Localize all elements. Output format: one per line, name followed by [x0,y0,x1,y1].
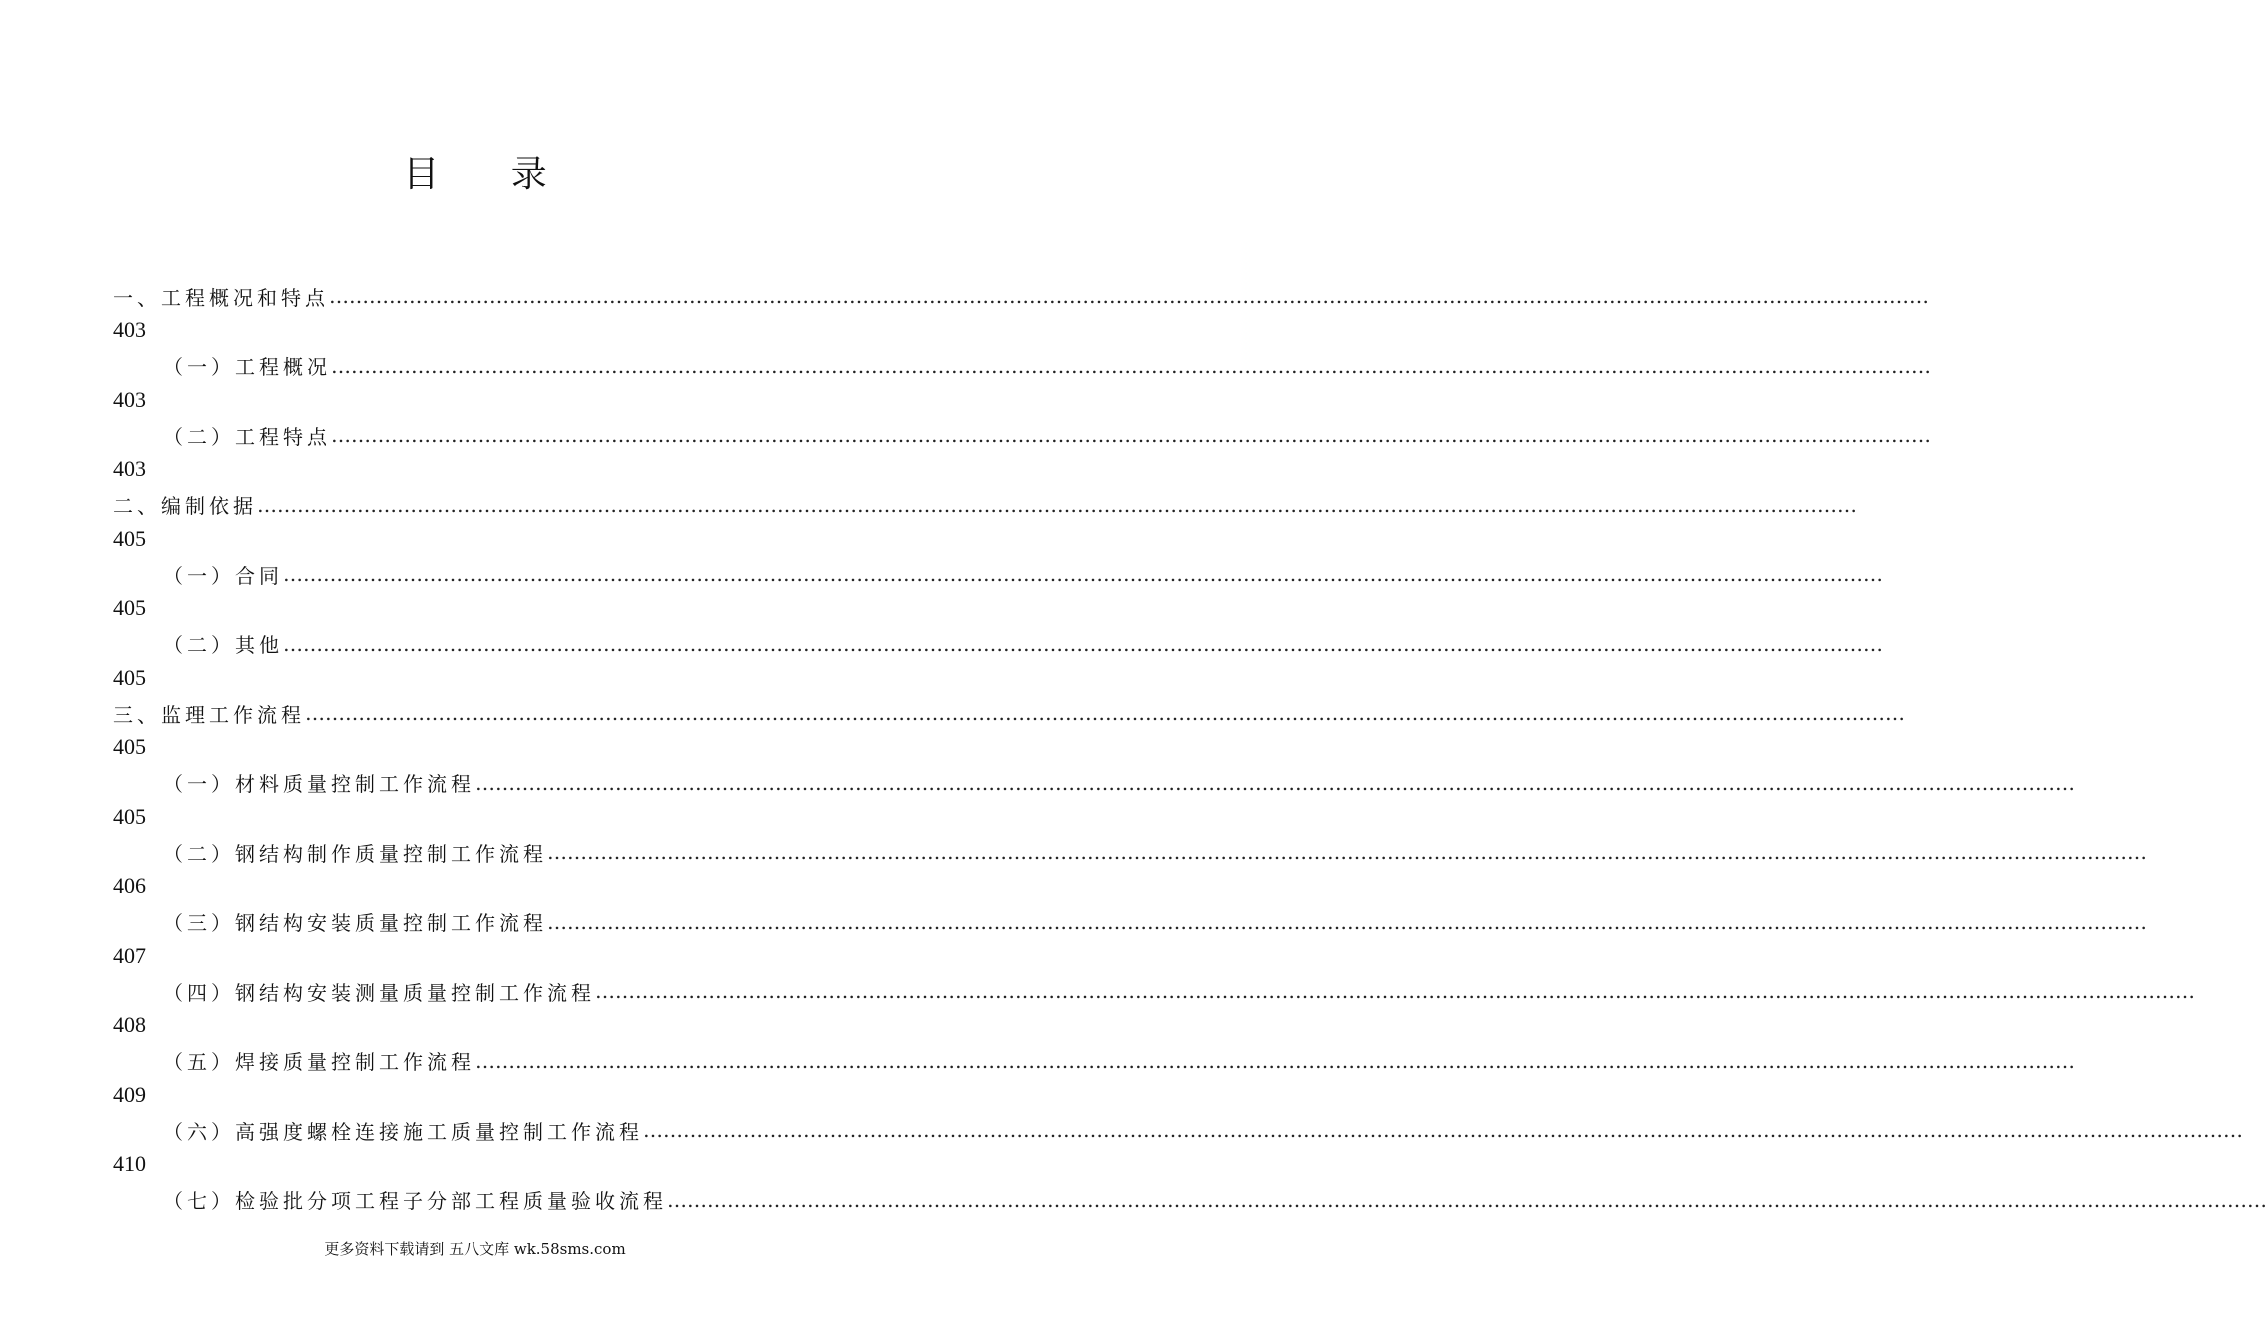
dot-leader: …………………………………………………………………………………………………………………………………………………………………………………………………………………… [331,353,1931,378]
toc-entry-title: （二）工程特点 [163,424,331,449]
toc-entry-title: （五）焊接质量控制工作流程 [163,1050,475,1074]
dot-leader: …………………………………………………………………………………………………………………………………………………………………………………………………………………… [547,909,2147,934]
toc-entry-line [163,834,2147,870]
toc-entry-title: （一）工程概况 [163,355,331,379]
toc-entry[interactable] [113,973,2195,1043]
toc-entry-line [113,278,1929,314]
toc-page-number: 405 [113,595,146,620]
toc-entry[interactable] [113,695,1905,765]
toc-page-number: 405 [113,734,146,759]
toc-entry[interactable] [113,765,2075,835]
toc-page-number: 403 [113,386,146,412]
toc-page-number: 405 [113,803,146,829]
toc-entry[interactable] [113,1043,2075,1113]
toc-entry[interactable] [113,417,1931,487]
dot-leader: …………………………………………………………………………………………………………………………………………………………………………………………………………………… [257,492,1857,517]
dot-leader: …………………………………………………………………………………………………………………………………………………………………………………………………………………… [547,840,2147,864]
toc-entry[interactable] [113,904,2147,974]
toc-entry[interactable] [113,556,1883,626]
toc-entry[interactable] [113,626,1883,696]
dot-leader: …………………………………………………………………………………………………………………………………………………………………………………………………………………… [595,979,2195,1003]
toc-entry[interactable] [113,278,1929,348]
toc-page-number: 409 [113,1081,146,1107]
toc-entry-title: （四）钢结构安装测量质量控制工作流程 [163,980,595,1005]
toc-entry-line [113,487,1857,523]
dot-leader: …………………………………………………………………………………………………………………………………………………………………………………………………………………… [475,770,2075,795]
toc-entry-line [163,556,1883,592]
toc-entry-title: （六）高强度螺栓连接施工质量控制工作流程 [163,1119,643,1144]
toc-entry-line [163,904,2147,940]
toc-page-number: 406 [113,873,146,898]
toc-entry-line [163,348,1931,384]
toc-entry-line [163,417,1931,453]
toc-entry-title: （七）检验批分项工程子分部工程质量验收流程 [163,1189,667,1213]
dot-leader: …………………………………………………………………………………………………………………………………………………………………………………………………………………… [329,284,1929,308]
toc-page-number: 405 [113,664,146,690]
toc-entry-line [113,695,1905,731]
toc-entry[interactable] [113,834,2147,904]
toc-entry-line [163,1043,2075,1079]
dot-leader: …………………………………………………………………………………………………………………………………………………………………………………………………………………… [283,631,1883,656]
dot-leader: …………………………………………………………………………………………………………………………………………………………………………………………………………………… [643,1118,2243,1142]
toc-entry-title: 三、监理工作流程 [113,702,305,727]
toc-entry-line [163,765,2075,801]
toc-entry[interactable] [113,1112,2243,1182]
toc-entry-title: （一）合同 [163,563,283,588]
toc-page-number: 403 [113,317,146,342]
dot-leader: …………………………………………………………………………………………………………………………………………………………………………………………………………………… [331,423,1931,447]
toc-entry-title: （三）钢结构安装质量控制工作流程 [163,911,547,935]
toc-entry-line [163,626,1883,662]
toc-page-number: 410 [113,1151,146,1176]
toc-entry[interactable] [113,348,1931,418]
table-of-contents [113,278,2267,1251]
toc-entry[interactable] [113,487,1857,557]
toc-entry-title: （二）其他 [163,633,283,657]
toc-entry-line [163,1182,2267,1218]
toc-entry-title: （二）钢结构制作质量控制工作流程 [163,841,547,866]
toc-entry-title: 二、编制依据 [113,494,257,518]
toc-page-number: 405 [113,525,146,551]
toc-page-number: 403 [113,456,146,481]
dot-leader: …………………………………………………………………………………………………………………………………………………………………………………………………………………… [475,1048,2075,1073]
toc-entry-title: （一）材料质量控制工作流程 [163,772,475,796]
toc-entry-title: 一、工程概况和特点 [113,285,329,310]
toc-entry-line [163,973,2195,1009]
toc-page-number: 407 [113,942,146,968]
toc-entry-line [163,1112,2243,1148]
page-footer: 更多资料下载请到 五八文库 wk.58sms.com [324,1240,626,1258]
page-title: 目 录 [403,154,577,195]
toc-page-number: 408 [113,1012,146,1037]
dot-leader: …………………………………………………………………………………………………………………………………………………………………………………………………………………… [283,562,1883,586]
dot-leader: …………………………………………………………………………………………………………………………………………………………………………………………………………………… [667,1187,2267,1212]
dot-leader: …………………………………………………………………………………………………………………………………………………………………………………………………………………… [305,701,1905,725]
